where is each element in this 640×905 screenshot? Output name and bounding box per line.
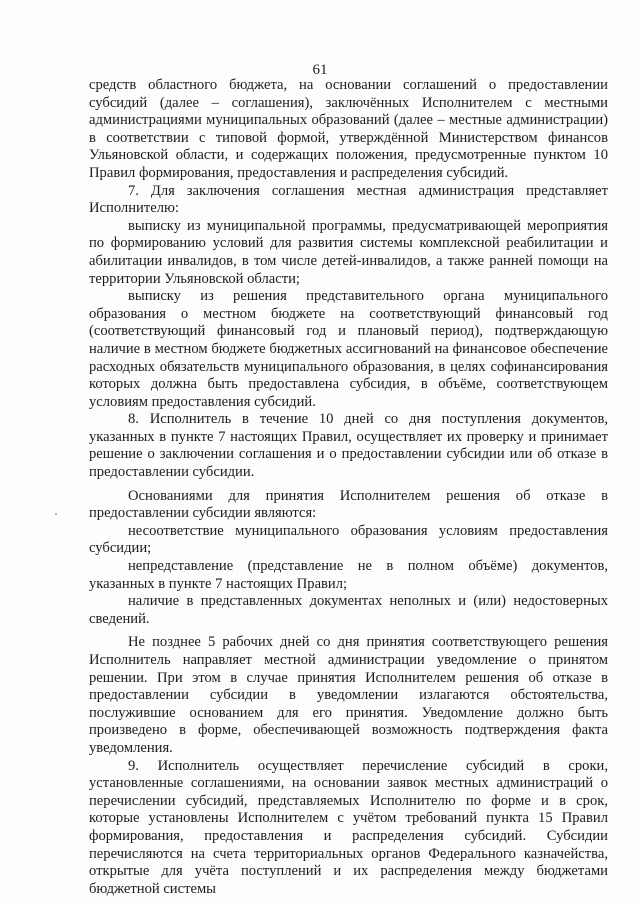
paragraph: наличие в представленных документах неполных и (или) недостоверных сведений. xyxy=(89,593,608,627)
page-number: 61 xyxy=(312,62,328,78)
paragraph: непредставление (представление не в полном объёме) документов, указанных в пункте 7 настоящих Правил; xyxy=(89,558,608,592)
paragraph: несоответствие муниципального образования условиям предоставления субсидии; xyxy=(89,522,608,557)
paragraph: Основаниями для принятия Исполнителем решения об отказе в предоставлении субсидии являются: xyxy=(89,487,608,522)
paragraph: выписку из решения представительного органа муниципального образования о местном бюджете на соответствующий финансовый год (соответствующий финансовый год и плановый период), подтверждающую наличие в местном бюджете бюджетных ассигнований на финансовое обеспечение расходных обязательств муниципального образования, в целях софинансирования которых должна быть предоставлена субсидия, в объёме, соответствующем условиям предоставления субсидий. xyxy=(89,288,608,410)
paragraph: Не позднее 5 рабочих дней со дня принятия соответствующего решения Исполнитель направляет местной администрации уведомление о принятом решении. При этом в случае принятия Исполнителем решения об отказе в предоставлении субсидии в уведомлении излагаются обстоятельства, послужившие основанием для его принятия. Уведомление должно быть произведено в форме, обеспечивающей возможность подтверждения факта уведомления. xyxy=(89,634,608,756)
paragraph: 7. Для заключения соглашения местная администрация представляет Исполнителю: xyxy=(89,182,608,217)
scan-speck xyxy=(55,513,57,515)
paragraph: средств областного бюджета, на основании соглашений о предоставлении субсидий (далее – соглашения), заключённых Исполнителем с местными администрациями муниципальных образований (далее – местные администрации) в соответствии с типовой формой, утверждённой Министерством финансов Ульяновской области, и содержащих положения, предусмотренные пунктом 10 Правил формирования, предоставления и распределения субсидий. xyxy=(89,77,608,181)
paragraph: 9. Исполнитель осуществляет перечисление субсидий в сроки, установленные соглашениями, на основании заявок местных администраций о перечислении субсидий, представляемых Исполнителю по форме и в срок, которые установлены Исполнителем с учётом требований пункта 15 Правил формирования, предоставления и распределения субсидий. Субсидии перечисляются на счета территориальных органов Федерального казначейства, открытые для учёта поступлений и их распределения между бюджетами бюджетной системы xyxy=(89,757,608,897)
document-body xyxy=(89,77,608,898)
paragraph: выписку из муниципальной программы, предусматривающей мероприятия по формированию условий для развития системы комплексной реабилитации и абилитации инвалидов, в том числе детей-инвалидов, а также ранней помощи на территории Ульяновской области; xyxy=(89,217,608,287)
paragraph: 8. Исполнитель в течение 10 дней со дня поступления документов, указанных в пункте 7 настоящих Правил, осуществляет их проверку и принимает решение о заключении соглашения и о предоставлении субсидии или об отказе в предоставлении субсидии. xyxy=(89,411,608,481)
